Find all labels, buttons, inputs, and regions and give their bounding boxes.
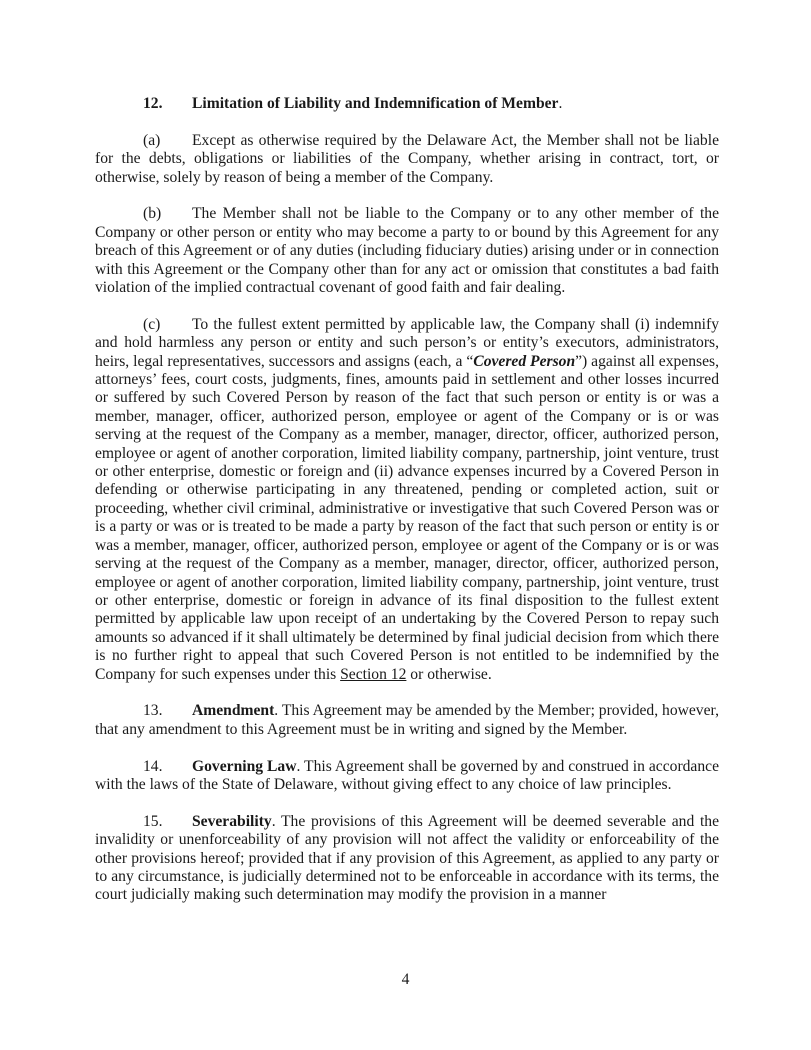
- section-title: Governing Law: [192, 757, 297, 775]
- section-12b-paragraph: [95, 205, 719, 297]
- page-number: 4: [401, 971, 410, 988]
- section-number: 15.: [143, 812, 163, 830]
- subsection-label: (c): [143, 315, 161, 333]
- section-title: Limitation of Liability and Indemnification of Member: [192, 95, 559, 112]
- paragraph-text: . This Agreement shall be governed by and construed in accordance with the laws of the State of Delaware, without giving effect to any choice of law principles.: [95, 757, 719, 793]
- section-12a-paragraph: [95, 132, 719, 187]
- paragraph-text: To the fullest extent permitted by applicable law, the Company shall (i) indemnify and hold harmless any person or entity and such person’s or entity’s executors, administrators, heirs, legal representatives, successors and assigns (each, a “: [95, 315, 719, 370]
- section-title: Amendment: [192, 702, 275, 720]
- section-title: Severability: [192, 812, 272, 830]
- section-15-paragraph: [95, 813, 719, 905]
- defined-term: Covered Person: [473, 352, 576, 370]
- section-12-heading: [95, 95, 719, 113]
- subsection-label: (a): [143, 131, 161, 149]
- section-12c-paragraph: [95, 316, 719, 684]
- section-number: 12.: [143, 95, 163, 112]
- section-number: 13.: [143, 702, 163, 720]
- section-number: 14.: [143, 757, 163, 775]
- paragraph-text: ”) against all expenses, attorneys’ fees, court costs, judgments, fines, amounts paid in settlement and other losses incurred or suffered by such Covered Person by reason of the fact that such person or entity is or was a member, manager, officer, authorized person, employee or agent of the Company or is or was serving at the request of the Company as a member, manager, director, officer, authorized person, employee or agent of another corporation, limited liability company, partnership, joint venture, trust or other enterprise, domestic or foreign and (ii) advance expenses incurred by a Covered Person in defending or otherwise participating in any threatened, pending or completed action, suit or proceeding, whether civil criminal, administrative or investigative that such Covered Person was or is a party or was or is treated to be made a party by reason of the fact that such person or entity is or was a member, manager, officer, authorized person, employee or agent of the Company or is or was serving at the request of the Company as a member, manager, director, officer, authorized person, employee or agent of another corporation, limited liability company, partnership, joint venture, trust or other enterprise, domestic or foreign in advance of its final disposition to the fullest extent permitted by applicable law upon receipt of an undertaking by the Covered Person to repay such amounts so advanced if it shall ultimately be determined by final judicial decision from which there is no further right to appeal that such Covered Person is not entitled to be indemnified by the Company for such expenses under this: [95, 352, 719, 683]
- paragraph-text: The Member shall not be liable to the Company or to any other member of the Company or other person or entity who may become a party to or bound by this Agreement for any breach of this Agreement or of any duties (including fiduciary duties) arising under or in connection with this Agreement or the Company other than for any act or omission that constitutes a bad faith violation of the implied contractual covenant of good faith and fair dealing.: [95, 205, 720, 297]
- section-14-paragraph: [95, 758, 719, 795]
- subsection-label: (b): [143, 205, 162, 223]
- paragraph-text: . The provisions of this Agreement will be deemed severable and the invalidity or unenforceability of any provision will not affect the validity or enforceability of the other provisions hereof; provided that if any provision of this Agreement, as applied to any party or to any circumstance, is judicially determined not to be enforceable in accordance with its terms, the court judicially making such determination may modify the provision in a manner: [95, 812, 719, 904]
- section-title-period: .: [558, 95, 563, 112]
- section-13-paragraph: [95, 702, 719, 739]
- paragraph-text: or otherwise.: [406, 665, 492, 683]
- section-reference: Section 12: [340, 665, 407, 683]
- paragraph-text: . This Agreement may be amended by the Member; provided, however, that any amendment to this Agreement must be in writing and signed by the Member.: [95, 702, 719, 738]
- paragraph-text: Except as otherwise required by the Delaware Act, the Member shall not be liable for the debts, obligations or liabilities of the Company, whether arising in contract, tort, or otherwise, solely by reason of being a member of the Company.: [95, 131, 719, 186]
- document-page: [95, 95, 719, 923]
